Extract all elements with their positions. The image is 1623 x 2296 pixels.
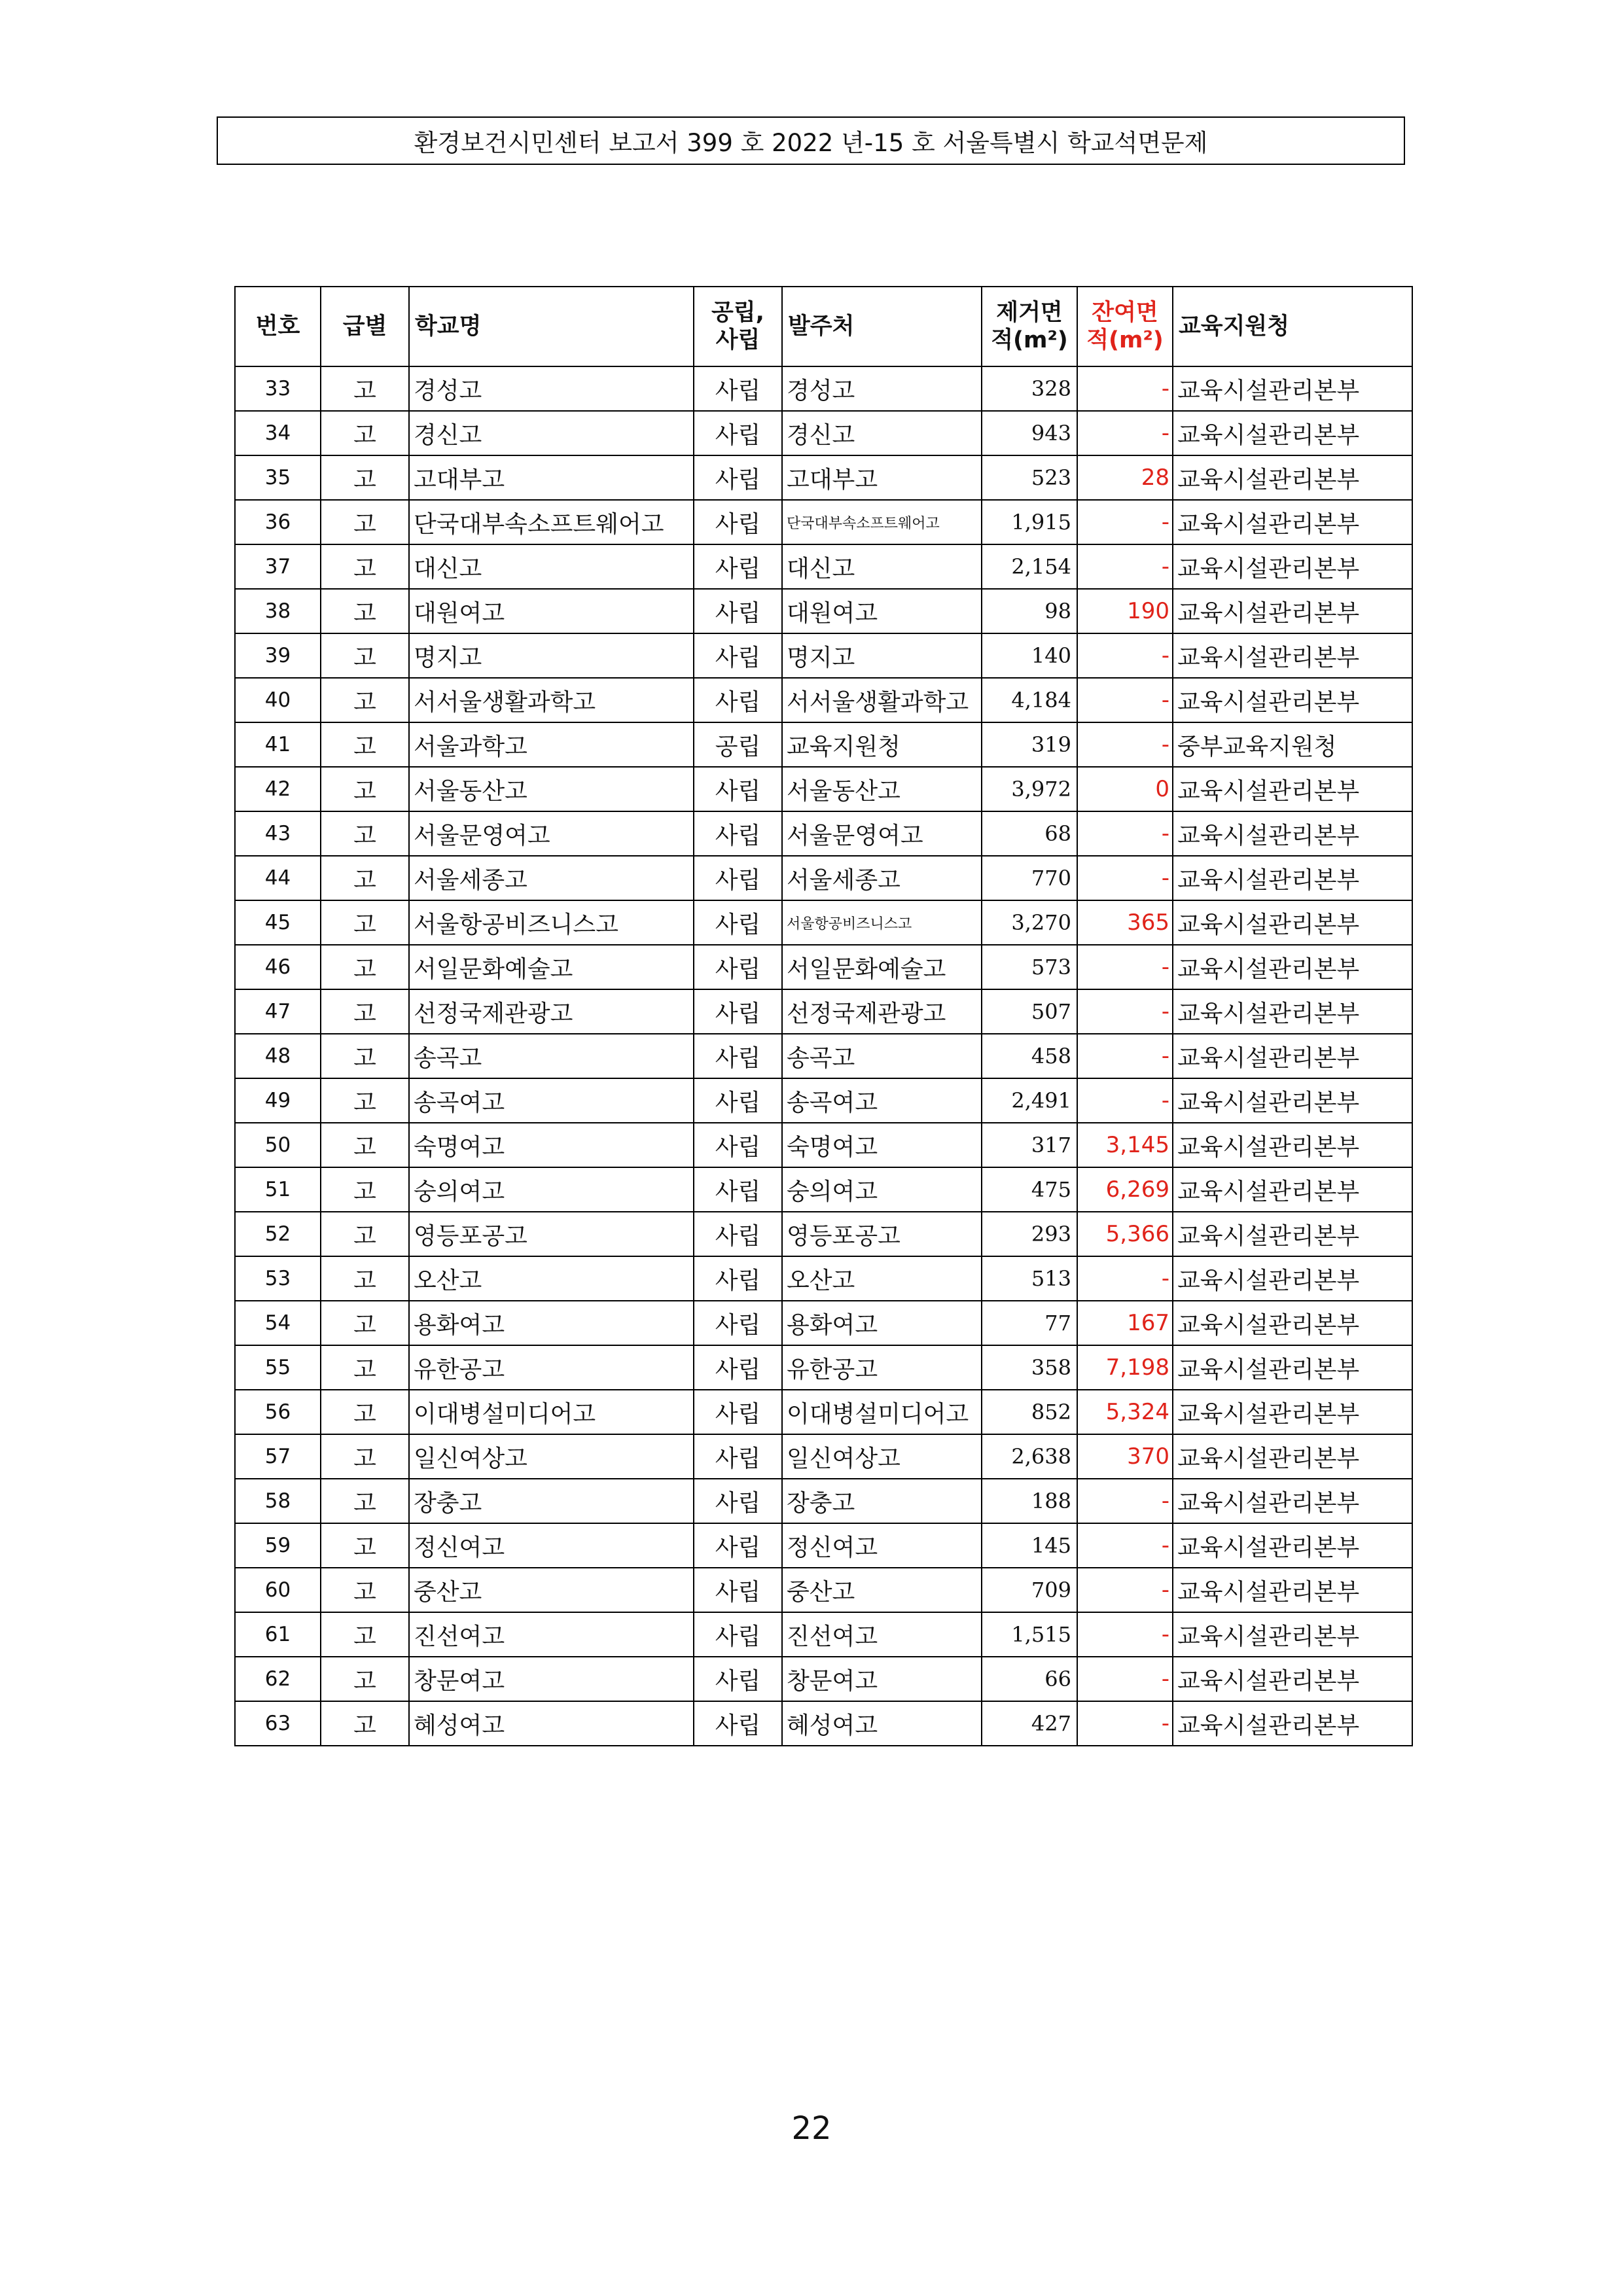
cell-grade: 고 <box>321 544 409 589</box>
table-row <box>235 633 1412 678</box>
cell-grade: 고 <box>321 500 409 544</box>
cell-removed-area: 943 <box>982 411 1077 455</box>
cell-remaining-area: - <box>1077 411 1173 455</box>
cell-client: 혜성여고 <box>782 1701 982 1746</box>
table-row <box>235 722 1412 767</box>
cell-education-office: 교육시설관리본부 <box>1173 1256 1412 1301</box>
cell-client: 창문여고 <box>782 1657 982 1701</box>
cell-client: 서울세종고 <box>782 856 982 900</box>
table-row <box>235 500 1412 544</box>
cell-education-office: 교육시설관리본부 <box>1173 1345 1412 1390</box>
cell-school-name: 명지고 <box>409 633 694 678</box>
cell-removed-area: 2,638 <box>982 1434 1077 1479</box>
cell-remaining-area: - <box>1077 678 1173 722</box>
cell-grade: 고 <box>321 1479 409 1523</box>
cell-school-name: 서울동산고 <box>409 767 694 811</box>
cell-grade: 고 <box>321 1390 409 1434</box>
cell-number: 39 <box>235 633 321 678</box>
table-row <box>235 544 1412 589</box>
cell-grade: 고 <box>321 1167 409 1212</box>
cell-removed-area: 1,915 <box>982 500 1077 544</box>
cell-public-private: 사립 <box>694 1479 782 1523</box>
cell-grade: 고 <box>321 1212 409 1256</box>
cell-education-office: 교육시설관리본부 <box>1173 1568 1412 1612</box>
cell-grade: 고 <box>321 678 409 722</box>
cell-client: 서울항공비즈니스고 <box>782 900 982 945</box>
cell-removed-area: 145 <box>982 1523 1077 1568</box>
table-row <box>235 1301 1412 1345</box>
cell-remaining-area: 370 <box>1077 1434 1173 1479</box>
cell-remaining-area: 167 <box>1077 1301 1173 1345</box>
cell-remaining-area: 5,366 <box>1077 1212 1173 1256</box>
cell-public-private: 사립 <box>694 678 782 722</box>
table-row <box>235 989 1412 1034</box>
cell-school-name: 정신여고 <box>409 1523 694 1568</box>
cell-removed-area: 852 <box>982 1390 1077 1434</box>
table-header-row <box>235 287 1412 366</box>
cell-removed-area: 4,184 <box>982 678 1077 722</box>
cell-client: 정신여고 <box>782 1523 982 1568</box>
cell-number: 59 <box>235 1523 321 1568</box>
cell-public-private: 사립 <box>694 1657 782 1701</box>
cell-remaining-area: - <box>1077 856 1173 900</box>
cell-number: 60 <box>235 1568 321 1612</box>
cell-public-private: 사립 <box>694 1167 782 1212</box>
cell-education-office: 교육시설관리본부 <box>1173 455 1412 500</box>
cell-remaining-area: - <box>1077 945 1173 989</box>
cell-grade: 고 <box>321 900 409 945</box>
cell-number: 46 <box>235 945 321 989</box>
cell-client: 명지고 <box>782 633 982 678</box>
cell-public-private: 사립 <box>694 544 782 589</box>
cell-school-name: 이대병설미디어고 <box>409 1390 694 1434</box>
table-row <box>235 900 1412 945</box>
cell-remaining-area: 365 <box>1077 900 1173 945</box>
cell-grade: 고 <box>321 1034 409 1078</box>
cell-number: 53 <box>235 1256 321 1301</box>
cell-removed-area: 458 <box>982 1034 1077 1078</box>
cell-removed-area: 293 <box>982 1212 1077 1256</box>
cell-number: 48 <box>235 1034 321 1078</box>
cell-public-private: 사립 <box>694 1301 782 1345</box>
cell-client: 교육지원청 <box>782 722 982 767</box>
table-row <box>235 1078 1412 1123</box>
cell-client: 숙명여고 <box>782 1123 982 1167</box>
cell-school-name: 고대부고 <box>409 455 694 500</box>
cell-client: 대원여고 <box>782 589 982 633</box>
cell-removed-area: 317 <box>982 1123 1077 1167</box>
cell-removed-area: 573 <box>982 945 1077 989</box>
cell-remaining-area: 0 <box>1077 767 1173 811</box>
cell-client: 서울문영여고 <box>782 811 982 856</box>
cell-grade: 고 <box>321 1612 409 1657</box>
cell-number: 41 <box>235 722 321 767</box>
table-row <box>235 455 1412 500</box>
header-client: 발주처 <box>782 287 982 366</box>
cell-number: 34 <box>235 411 321 455</box>
header-public-private: 공립, 사립 <box>694 287 782 366</box>
cell-remaining-area: 3,145 <box>1077 1123 1173 1167</box>
table-row <box>235 366 1412 411</box>
cell-education-office: 교육시설관리본부 <box>1173 811 1412 856</box>
cell-public-private: 사립 <box>694 945 782 989</box>
cell-removed-area: 770 <box>982 856 1077 900</box>
cell-removed-area: 2,154 <box>982 544 1077 589</box>
cell-grade: 고 <box>321 455 409 500</box>
cell-client: 일신여상고 <box>782 1434 982 1479</box>
table-row <box>235 1345 1412 1390</box>
cell-public-private: 사립 <box>694 1123 782 1167</box>
table-body <box>235 366 1412 1746</box>
cell-public-private: 사립 <box>694 856 782 900</box>
header-number: 번호 <box>235 287 321 366</box>
cell-remaining-area: - <box>1077 811 1173 856</box>
cell-school-name: 선정국제관광고 <box>409 989 694 1034</box>
cell-grade: 고 <box>321 1568 409 1612</box>
cell-removed-area: 98 <box>982 589 1077 633</box>
cell-school-name: 대신고 <box>409 544 694 589</box>
table-row <box>235 1612 1412 1657</box>
cell-remaining-area: - <box>1077 1479 1173 1523</box>
cell-education-office: 교육시설관리본부 <box>1173 633 1412 678</box>
report-header-title: 환경보건시민센터 보고서 399 호 2022 년-15 호 서울특별시 학교석면문제 <box>414 129 1208 157</box>
cell-remaining-area: - <box>1077 1523 1173 1568</box>
cell-school-name: 대원여고 <box>409 589 694 633</box>
cell-education-office: 교육시설관리본부 <box>1173 1212 1412 1256</box>
cell-number: 38 <box>235 589 321 633</box>
cell-remaining-area: 7,198 <box>1077 1345 1173 1390</box>
cell-client: 경성고 <box>782 366 982 411</box>
table-row <box>235 411 1412 455</box>
cell-education-office: 교육시설관리본부 <box>1173 1390 1412 1434</box>
cell-public-private: 사립 <box>694 455 782 500</box>
cell-client: 용화여고 <box>782 1301 982 1345</box>
cell-client: 대신고 <box>782 544 982 589</box>
cell-remaining-area: - <box>1077 1078 1173 1123</box>
cell-school-name: 혜성여고 <box>409 1701 694 1746</box>
cell-client: 진선여고 <box>782 1612 982 1657</box>
cell-grade: 고 <box>321 1434 409 1479</box>
cell-school-name: 영등포공고 <box>409 1212 694 1256</box>
cell-school-name: 경신고 <box>409 411 694 455</box>
table-row <box>235 1212 1412 1256</box>
cell-number: 45 <box>235 900 321 945</box>
cell-education-office: 교육시설관리본부 <box>1173 1167 1412 1212</box>
cell-removed-area: 319 <box>982 722 1077 767</box>
cell-public-private: 사립 <box>694 767 782 811</box>
cell-client: 단국대부속소프트웨어고 <box>782 500 982 544</box>
cell-public-private: 사립 <box>694 366 782 411</box>
cell-grade: 고 <box>321 1523 409 1568</box>
cell-public-private: 사립 <box>694 1078 782 1123</box>
cell-removed-area: 77 <box>982 1301 1077 1345</box>
cell-grade: 고 <box>321 811 409 856</box>
cell-number: 49 <box>235 1078 321 1123</box>
cell-removed-area: 188 <box>982 1479 1077 1523</box>
cell-school-name: 장충고 <box>409 1479 694 1523</box>
cell-client: 오산고 <box>782 1256 982 1301</box>
cell-school-name: 단국대부속소프트웨어고 <box>409 500 694 544</box>
cell-education-office: 교육시설관리본부 <box>1173 1657 1412 1701</box>
cell-public-private: 사립 <box>694 811 782 856</box>
cell-education-office: 교육시설관리본부 <box>1173 1123 1412 1167</box>
cell-education-office: 교육시설관리본부 <box>1173 767 1412 811</box>
cell-education-office: 교육시설관리본부 <box>1173 989 1412 1034</box>
table-row <box>235 1167 1412 1212</box>
cell-client: 송곡여고 <box>782 1078 982 1123</box>
cell-public-private: 사립 <box>694 411 782 455</box>
cell-education-office: 교육시설관리본부 <box>1173 1434 1412 1479</box>
table-row <box>235 945 1412 989</box>
table-row <box>235 1701 1412 1746</box>
page-number: 22 <box>791 2110 832 2147</box>
table-row <box>235 1034 1412 1078</box>
cell-removed-area: 66 <box>982 1657 1077 1701</box>
cell-school-name: 서울세종고 <box>409 856 694 900</box>
table-row <box>235 1568 1412 1612</box>
cell-public-private: 사립 <box>694 1434 782 1479</box>
cell-education-office: 교육시설관리본부 <box>1173 678 1412 722</box>
cell-public-private: 사립 <box>694 1568 782 1612</box>
cell-removed-area: 2,491 <box>982 1078 1077 1123</box>
cell-removed-area: 507 <box>982 989 1077 1034</box>
cell-grade: 고 <box>321 1657 409 1701</box>
cell-grade: 고 <box>321 411 409 455</box>
cell-number: 52 <box>235 1212 321 1256</box>
cell-remaining-area: - <box>1077 1034 1173 1078</box>
cell-grade: 고 <box>321 1078 409 1123</box>
cell-school-name: 서일문화예술고 <box>409 945 694 989</box>
cell-education-office: 교육시설관리본부 <box>1173 589 1412 633</box>
cell-remaining-area: - <box>1077 1568 1173 1612</box>
cell-removed-area: 513 <box>982 1256 1077 1301</box>
cell-removed-area: 3,270 <box>982 900 1077 945</box>
cell-number: 36 <box>235 500 321 544</box>
header-grade: 급별 <box>321 287 409 366</box>
cell-remaining-area: 6,269 <box>1077 1167 1173 1212</box>
cell-school-name: 오산고 <box>409 1256 694 1301</box>
table-row <box>235 767 1412 811</box>
cell-grade: 고 <box>321 1701 409 1746</box>
table-row <box>235 1256 1412 1301</box>
cell-grade: 고 <box>321 767 409 811</box>
cell-school-name: 유한공고 <box>409 1345 694 1390</box>
cell-grade: 고 <box>321 1345 409 1390</box>
table-row <box>235 1434 1412 1479</box>
cell-client: 유한공고 <box>782 1345 982 1390</box>
table-row <box>235 589 1412 633</box>
cell-removed-area: 523 <box>982 455 1077 500</box>
cell-school-name: 서울문영여고 <box>409 811 694 856</box>
cell-removed-area: 3,972 <box>982 767 1077 811</box>
cell-remaining-area: - <box>1077 366 1173 411</box>
cell-education-office: 교육시설관리본부 <box>1173 500 1412 544</box>
cell-remaining-area: - <box>1077 1256 1173 1301</box>
header-remaining-area: 잔여면 적(m²) <box>1077 287 1173 366</box>
cell-number: 35 <box>235 455 321 500</box>
cell-public-private: 사립 <box>694 900 782 945</box>
cell-removed-area: 427 <box>982 1701 1077 1746</box>
cell-education-office: 교육시설관리본부 <box>1173 411 1412 455</box>
cell-school-name: 서서울생활과학고 <box>409 678 694 722</box>
cell-education-office: 교육시설관리본부 <box>1173 1479 1412 1523</box>
cell-client: 이대병설미디어고 <box>782 1390 982 1434</box>
cell-remaining-area: - <box>1077 1612 1173 1657</box>
cell-client: 장충고 <box>782 1479 982 1523</box>
cell-school-name: 창문여고 <box>409 1657 694 1701</box>
cell-public-private: 사립 <box>694 1034 782 1078</box>
cell-remaining-area: - <box>1077 633 1173 678</box>
cell-education-office: 교육시설관리본부 <box>1173 1034 1412 1078</box>
cell-number: 44 <box>235 856 321 900</box>
cell-number: 33 <box>235 366 321 411</box>
cell-remaining-area: - <box>1077 544 1173 589</box>
asbestos-school-table <box>234 286 1413 1746</box>
cell-school-name: 일신여상고 <box>409 1434 694 1479</box>
cell-public-private: 공립 <box>694 722 782 767</box>
cell-grade: 고 <box>321 633 409 678</box>
table-row <box>235 1479 1412 1523</box>
cell-public-private: 사립 <box>694 589 782 633</box>
cell-removed-area: 328 <box>982 366 1077 411</box>
cell-number: 40 <box>235 678 321 722</box>
cell-education-office: 교육시설관리본부 <box>1173 856 1412 900</box>
cell-grade: 고 <box>321 1301 409 1345</box>
cell-removed-area: 68 <box>982 811 1077 856</box>
table-row <box>235 1523 1412 1568</box>
cell-public-private: 사립 <box>694 1212 782 1256</box>
cell-school-name: 경성고 <box>409 366 694 411</box>
cell-number: 55 <box>235 1345 321 1390</box>
cell-school-name: 서울항공비즈니스고 <box>409 900 694 945</box>
cell-education-office: 교육시설관리본부 <box>1173 900 1412 945</box>
cell-education-office: 교육시설관리본부 <box>1173 1078 1412 1123</box>
cell-number: 54 <box>235 1301 321 1345</box>
cell-public-private: 사립 <box>694 500 782 544</box>
table-row <box>235 856 1412 900</box>
header-school-name: 학교명 <box>409 287 694 366</box>
cell-remaining-area: - <box>1077 1657 1173 1701</box>
cell-client: 서일문화예술고 <box>782 945 982 989</box>
cell-client: 선정국제관광고 <box>782 989 982 1034</box>
cell-number: 37 <box>235 544 321 589</box>
cell-number: 43 <box>235 811 321 856</box>
table-header <box>235 287 1412 366</box>
table-row <box>235 678 1412 722</box>
cell-number: 63 <box>235 1701 321 1746</box>
cell-number: 47 <box>235 989 321 1034</box>
cell-grade: 고 <box>321 989 409 1034</box>
cell-removed-area: 1,515 <box>982 1612 1077 1657</box>
cell-client: 경신고 <box>782 411 982 455</box>
cell-school-name: 서울과학고 <box>409 722 694 767</box>
cell-education-office: 교육시설관리본부 <box>1173 1523 1412 1568</box>
cell-client: 송곡고 <box>782 1034 982 1078</box>
cell-school-name: 진선여고 <box>409 1612 694 1657</box>
cell-education-office: 중부교육지원청 <box>1173 722 1412 767</box>
cell-client: 고대부고 <box>782 455 982 500</box>
cell-public-private: 사립 <box>694 1256 782 1301</box>
header-removed-area: 제거면 적(m²) <box>982 287 1077 366</box>
cell-number: 56 <box>235 1390 321 1434</box>
cell-public-private: 사립 <box>694 1345 782 1390</box>
cell-public-private: 사립 <box>694 989 782 1034</box>
cell-public-private: 사립 <box>694 1612 782 1657</box>
cell-remaining-area: - <box>1077 500 1173 544</box>
cell-education-office: 교육시설관리본부 <box>1173 1612 1412 1657</box>
cell-public-private: 사립 <box>694 1390 782 1434</box>
cell-number: 42 <box>235 767 321 811</box>
cell-number: 61 <box>235 1612 321 1657</box>
cell-grade: 고 <box>321 1256 409 1301</box>
cell-education-office: 교육시설관리본부 <box>1173 544 1412 589</box>
asbestos-school-table-container <box>234 286 1413 1746</box>
cell-grade: 고 <box>321 722 409 767</box>
cell-client: 서서울생활과학고 <box>782 678 982 722</box>
cell-education-office: 교육시설관리본부 <box>1173 1701 1412 1746</box>
cell-remaining-area: 5,324 <box>1077 1390 1173 1434</box>
cell-school-name: 송곡고 <box>409 1034 694 1078</box>
cell-client: 서울동산고 <box>782 767 982 811</box>
cell-client: 영등포공고 <box>782 1212 982 1256</box>
cell-remaining-area: 28 <box>1077 455 1173 500</box>
table-row <box>235 811 1412 856</box>
cell-school-name: 용화여고 <box>409 1301 694 1345</box>
cell-number: 58 <box>235 1479 321 1523</box>
cell-grade: 고 <box>321 945 409 989</box>
cell-number: 57 <box>235 1434 321 1479</box>
cell-remaining-area: - <box>1077 989 1173 1034</box>
cell-number: 51 <box>235 1167 321 1212</box>
table-row <box>235 1123 1412 1167</box>
cell-grade: 고 <box>321 856 409 900</box>
cell-education-office: 교육시설관리본부 <box>1173 945 1412 989</box>
cell-public-private: 사립 <box>694 1701 782 1746</box>
cell-grade: 고 <box>321 589 409 633</box>
table-row <box>235 1390 1412 1434</box>
cell-school-name: 송곡여고 <box>409 1078 694 1123</box>
cell-grade: 고 <box>321 366 409 411</box>
cell-number: 50 <box>235 1123 321 1167</box>
cell-grade: 고 <box>321 1123 409 1167</box>
cell-school-name: 중산고 <box>409 1568 694 1612</box>
cell-school-name: 숙명여고 <box>409 1123 694 1167</box>
cell-remaining-area: 190 <box>1077 589 1173 633</box>
cell-number: 62 <box>235 1657 321 1701</box>
cell-remaining-area: - <box>1077 1701 1173 1746</box>
report-header <box>217 116 1405 165</box>
cell-client: 중산고 <box>782 1568 982 1612</box>
header-education-office: 교육지원청 <box>1173 287 1412 366</box>
cell-public-private: 사립 <box>694 633 782 678</box>
cell-education-office: 교육시설관리본부 <box>1173 366 1412 411</box>
cell-public-private: 사립 <box>694 1523 782 1568</box>
cell-removed-area: 358 <box>982 1345 1077 1390</box>
cell-school-name: 숭의여고 <box>409 1167 694 1212</box>
cell-removed-area: 140 <box>982 633 1077 678</box>
cell-removed-area: 709 <box>982 1568 1077 1612</box>
cell-remaining-area: - <box>1077 722 1173 767</box>
cell-removed-area: 475 <box>982 1167 1077 1212</box>
cell-client: 숭의여고 <box>782 1167 982 1212</box>
cell-education-office: 교육시설관리본부 <box>1173 1301 1412 1345</box>
table-row <box>235 1657 1412 1701</box>
